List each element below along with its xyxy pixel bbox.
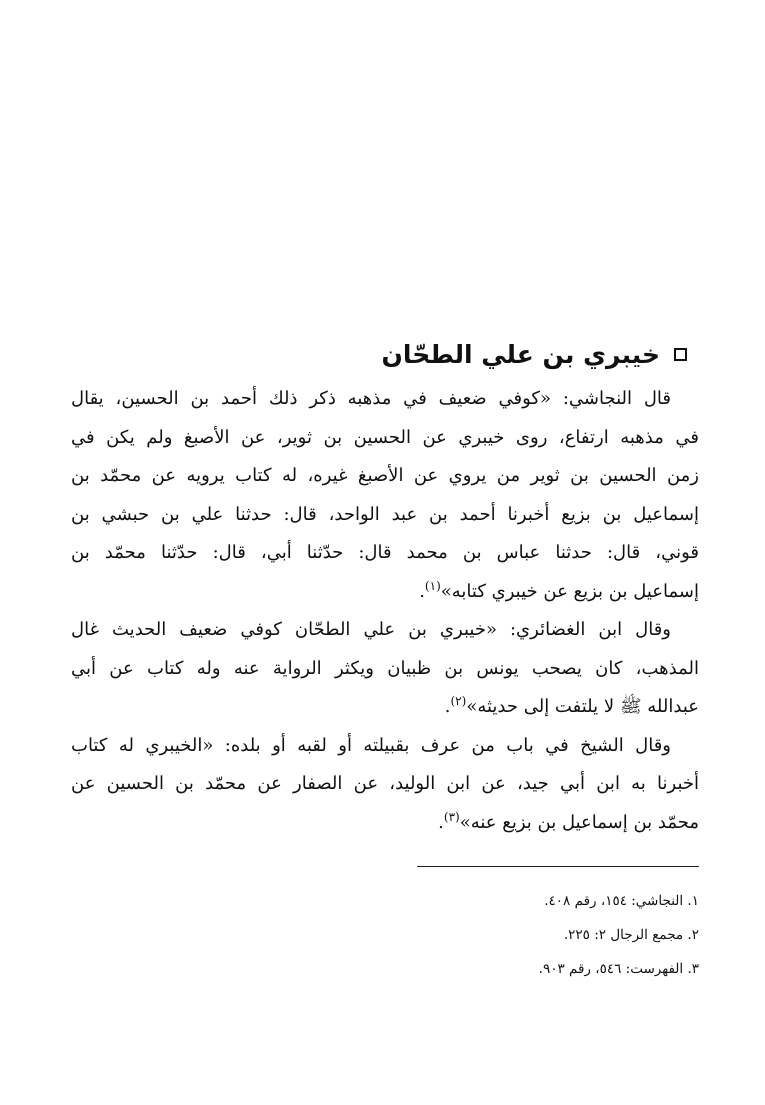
paragraph-1-line: قوني، قال: حدثنا عباس بن محمد قال: حدّثنا أبي، قال: حدّثنا محمّد بن [71, 542, 699, 563]
paragraph-3-ending: . [438, 811, 444, 833]
paragraph-3-text: محمّد بن إسماعيل بن بزيع عنه» [459, 811, 699, 833]
paragraph-1-line: زمن الحسين بن ثوير من يروي عن الأصبغ غيره، له كتاب يرويه عن محمّد بن [71, 465, 699, 486]
paragraph-3-line: أخبرنا به ابن أبي جيد، عن ابن الوليد، عن الصفار عن محمّد بن الحسين عن [71, 773, 699, 794]
paragraph-1-line: قال النجاشي: «كوفي ضعيف في مذهبه ذكر ذلك أحمد بن الحسين، يقال [71, 388, 671, 409]
footnote-2: ٢. مجمع الرجال ٢: ٢٢٥. [563, 927, 699, 943]
footnote-1: ١. النجاشي: ١٥٤، رقم ٤٠٨. [544, 893, 699, 909]
paragraph-3-last-line [71, 804, 699, 843]
paragraph-1-text: إسماعيل بن بزيع عن خيبري كتابه» [440, 580, 699, 602]
paragraph-2-line: وقال ابن الغضائري: «خيبري بن علي الطحّان كوفي ضعيف الحديث غال [71, 619, 671, 640]
paragraph-1-last-line [71, 573, 699, 612]
paragraph-3-line: وقال الشيخ في باب من عرف بقبيلته أو لقبه أو بلده: «الخيبري له كتاب [71, 734, 671, 756]
paragraph-2-text: عبدالله ﷺ لا يلتفت إلى حديثه» [466, 696, 699, 717]
paragraph-2-line: المذهب، كان يصحب يونس بن ظبيان ويكثر الرواية عنه وله كتاب عن أبي [71, 657, 699, 679]
footnote-ref-2: (٢) [450, 694, 467, 708]
body-text [71, 380, 699, 842]
footnotes [199, 884, 699, 986]
footnote-separator [417, 866, 699, 867]
paragraph-1-ending: . [419, 580, 425, 602]
footnote-ref-1: (١) [424, 578, 441, 593]
paragraph-1-line: في مذهبه ارتفاع، روى خيبري عن الحسين بن ثوير، عن الأصبغ ولم يكن في [71, 426, 699, 448]
footnote-3: ٣. الفهرست: ٥٤٦، رقم ٩٠٣. [538, 961, 699, 977]
paragraph-2-last-line [71, 688, 699, 727]
heading-title: خيبري بن علي الطحّان [381, 339, 660, 369]
paragraph-1-line: إسماعيل بن بزيع أخبرنا أحمد بن عبد الواحد، قال: حدثنا علي بن حبشي بن [71, 503, 699, 525]
section-heading [77, 332, 687, 376]
square-bullet-icon [674, 348, 687, 361]
footnote-ref-3: (٣) [443, 809, 460, 824]
paragraph-2-ending: . [444, 696, 451, 717]
